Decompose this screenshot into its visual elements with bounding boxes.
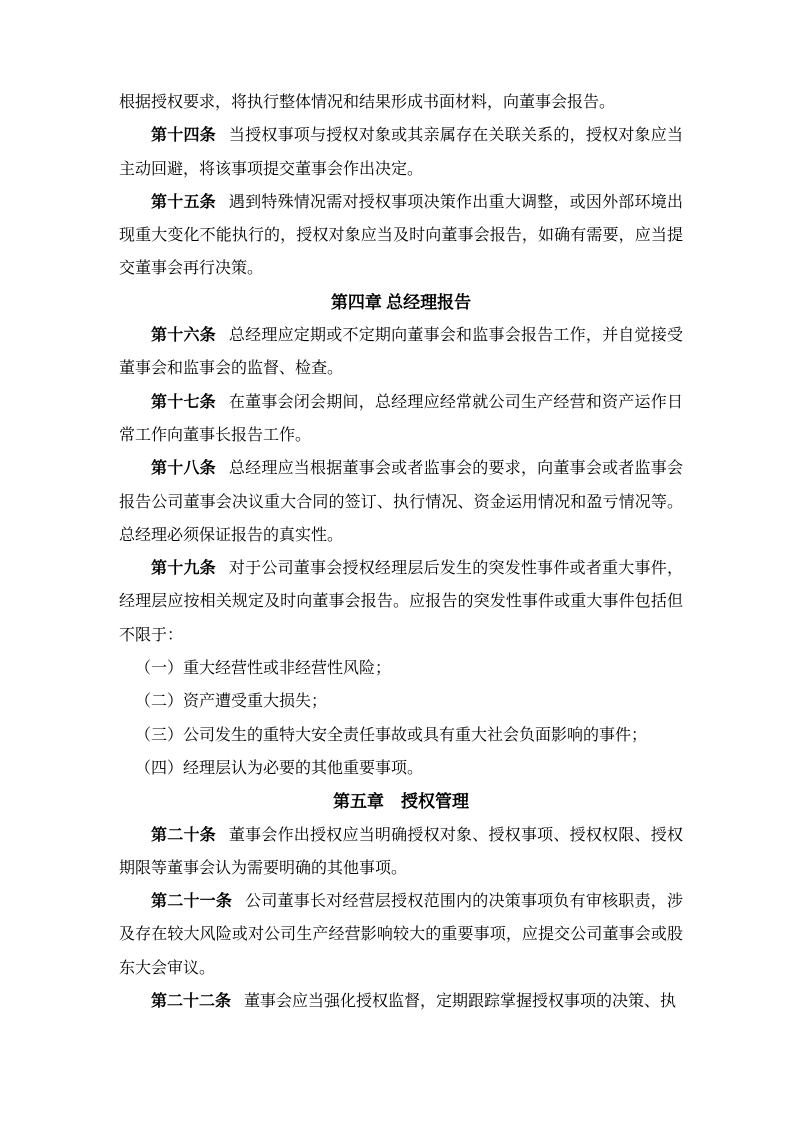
- paragraph-continuation: 根据授权要求，将执行整体情况和结果形成书面材料，向董事会报告。: [119, 94, 616, 111]
- article-text: 总经理应定期或不定期向董事会和监事会报告工作，并自觉接受董事会和监事会的监督、检查。: [119, 327, 683, 378]
- list-item: （二）资产遭受重大损失；: [135, 693, 328, 711]
- article-number: 第十四条: [151, 127, 216, 145]
- article-number: 第十七条: [151, 393, 216, 411]
- list-item: （三）公司发生的重特大安全责任事故或具有重大社会负面影响的事件；: [135, 726, 648, 744]
- article-number: 第二十一条: [151, 893, 233, 911]
- article-text: 当授权事项与授权对象或其亲属存在关联关系的，授权对象应当主动回避，将该事项提交董事会作出决定。: [119, 127, 683, 178]
- article-number: 第二十二条: [151, 993, 232, 1011]
- article-text: 在董事会闭会期间，总经理应经常就公司生产经营和资产运作日常工作向董事长报告工作。: [119, 393, 683, 444]
- article-text: 董事会应当强化授权监督，定期跟踪掌握授权事项的决策、执: [244, 993, 677, 1011]
- article-number: 第十五条: [151, 193, 216, 211]
- article-paragraph: [119, 552, 683, 652]
- list-item: （一）重大经营性或非经营性风险；: [135, 660, 392, 678]
- chapter-heading: 第四章 总经理报告: [330, 292, 472, 312]
- article-text: 对于公司董事会授权经理层后发生的突发性事件或者重大事件，经理层应按相关规定及时向董事会报告。应报告的突发性事件或重大事件包括但不限于：: [119, 560, 683, 644]
- chapter-heading: 第五章 授权管理: [333, 792, 469, 812]
- article-text: 总经理应当根据董事会或者监事会的要求，向董事会或者监事会报告公司董事会决议重大合同的签订、执行情况、资金运用情况和盈亏情况等。总经理必须保证报告的真实性。: [119, 460, 683, 544]
- article-paragraph: [119, 452, 683, 552]
- article-number: 第十九条: [151, 560, 216, 578]
- article-paragraph: [119, 319, 683, 386]
- document-content: [119, 86, 683, 1018]
- article-paragraph: [119, 386, 683, 453]
- article-paragraph: [119, 985, 683, 1018]
- article-paragraph: [119, 885, 683, 985]
- article-paragraph: [119, 119, 683, 186]
- article-number: 第十六条: [151, 327, 216, 345]
- article-text: 遇到特殊情况需对授权事项决策作出重大调整，或因外部环境出现重大变化不能执行的，授权对象应当及时向董事会报告，如确有需要，应当提交董事会再行决策。: [119, 193, 683, 278]
- list-item: （四）经理层认为必要的其他重要事项。: [135, 759, 424, 777]
- article-paragraph: [119, 186, 683, 286]
- article-number: 第十八条: [151, 460, 216, 478]
- article-text: 公司董事长对经营层授权范围内的决策事项负有审核职责，涉及存在较大风险或对公司生产经营影响较大的重要事项，应提交公司董事会或股东大会审议。: [119, 893, 683, 977]
- article-number: 第二十条: [151, 826, 216, 844]
- article-text: 董事会作出授权应当明确授权对象、授权事项、授权权限、授权期限等董事会认为需要明确的其他事项。: [119, 826, 683, 877]
- article-paragraph: [119, 819, 683, 886]
